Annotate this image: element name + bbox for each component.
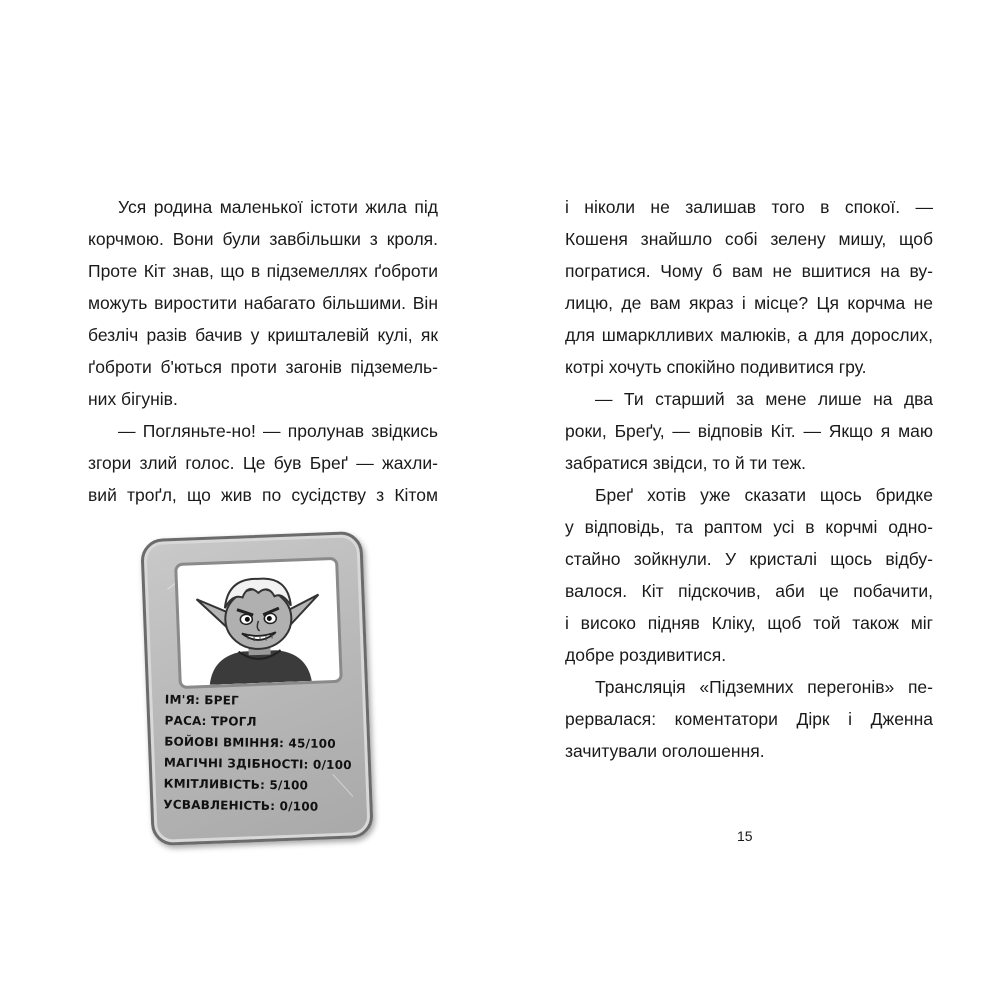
text-line: — Погляньте-но! — пролунав звідкись [118, 421, 438, 441]
stat-combat-skills: БОЙОВІ ВМІННЯ: 45/100 [164, 734, 336, 751]
text-line: і високо підняв Кліку, щоб той також міг [565, 613, 933, 633]
card-frame [140, 531, 374, 846]
text-line: вий троґл, що жив по сусідству з Кітом [88, 485, 438, 505]
left-text-column [88, 191, 438, 511]
text-line: — Ти старший за мене лише на два [595, 389, 933, 409]
text-line: безліч разів бачив у кришталевій кулі, як [88, 325, 438, 345]
text-line: лицю, де вам якраз і місце? Ця корчма не [565, 293, 933, 313]
text-line: у відповідь, та раптом усі в корчмі одно- [565, 517, 933, 537]
text-line: котрі хочуть спокійно подивитися гру. [565, 357, 867, 377]
text-line: Трансляція «Підземних перегонів» пе- [595, 677, 933, 697]
stat-fame: УСВАВЛЕНІСТЬ: 0/100 [163, 797, 319, 814]
stat-race: РАСА: ТРОГЛ [164, 713, 257, 729]
text-line: можуть виростити набагато більшими. Він [88, 293, 438, 313]
character-stats [163, 690, 365, 819]
text-line: Уся родина маленької істоти жила під [118, 197, 438, 217]
text-line: них бігунів. [88, 389, 178, 409]
text-line: стайно зойкнули. У кристалі щось відбу- [565, 549, 933, 569]
troll-portrait-icon [174, 557, 343, 689]
right-text-column [565, 191, 933, 767]
text-line: Проте Кіт знав, що в підземеллях ґоброти [88, 261, 438, 281]
stat-cleverness: КМІТЛИВІСТЬ: 5/100 [163, 776, 309, 793]
text-line: забратися звідси, то й ти теж. [565, 453, 807, 473]
page-number: 15 [737, 828, 753, 844]
text-line: і ніколи не залишав того в спокої. — [565, 197, 933, 217]
character-card [140, 531, 374, 846]
text-line: валося. Кіт підскочив, аби це побачити, [565, 581, 933, 601]
portrait-illustration [177, 560, 339, 686]
text-line: для шмарклливих малюків, а для дорослих, [565, 325, 933, 345]
text-line: зачитували оголошення. [565, 741, 765, 761]
text-line: погратися. Чому б вам не вшитися на ву- [565, 261, 933, 281]
stat-magic-abilities: МАГІЧНІ ЗДІБНОСТІ: 0/100 [163, 755, 352, 773]
text-line: корчмою. Вони були завбільшки з кроля. [88, 229, 438, 249]
text-line: ґоброти б'ються проти загонів підземель- [88, 357, 438, 377]
text-line: роки, Бреґу, — відповів Кіт. — Якщо я маю [565, 421, 933, 441]
text-line: Бреґ хотів уже сказати щось бридке [595, 485, 933, 505]
text-line: Кошеня знайшло собі зелену мишу, щоб [565, 229, 933, 249]
text-line: добре роздивитися. [565, 645, 727, 665]
stat-name: ІМ'Я: БРЕГ [164, 692, 240, 708]
text-line: згори злий голос. Це був Бреґ — жахли- [88, 453, 438, 473]
text-line: рервалася: коментатори Дірк і Дженна [565, 709, 933, 729]
